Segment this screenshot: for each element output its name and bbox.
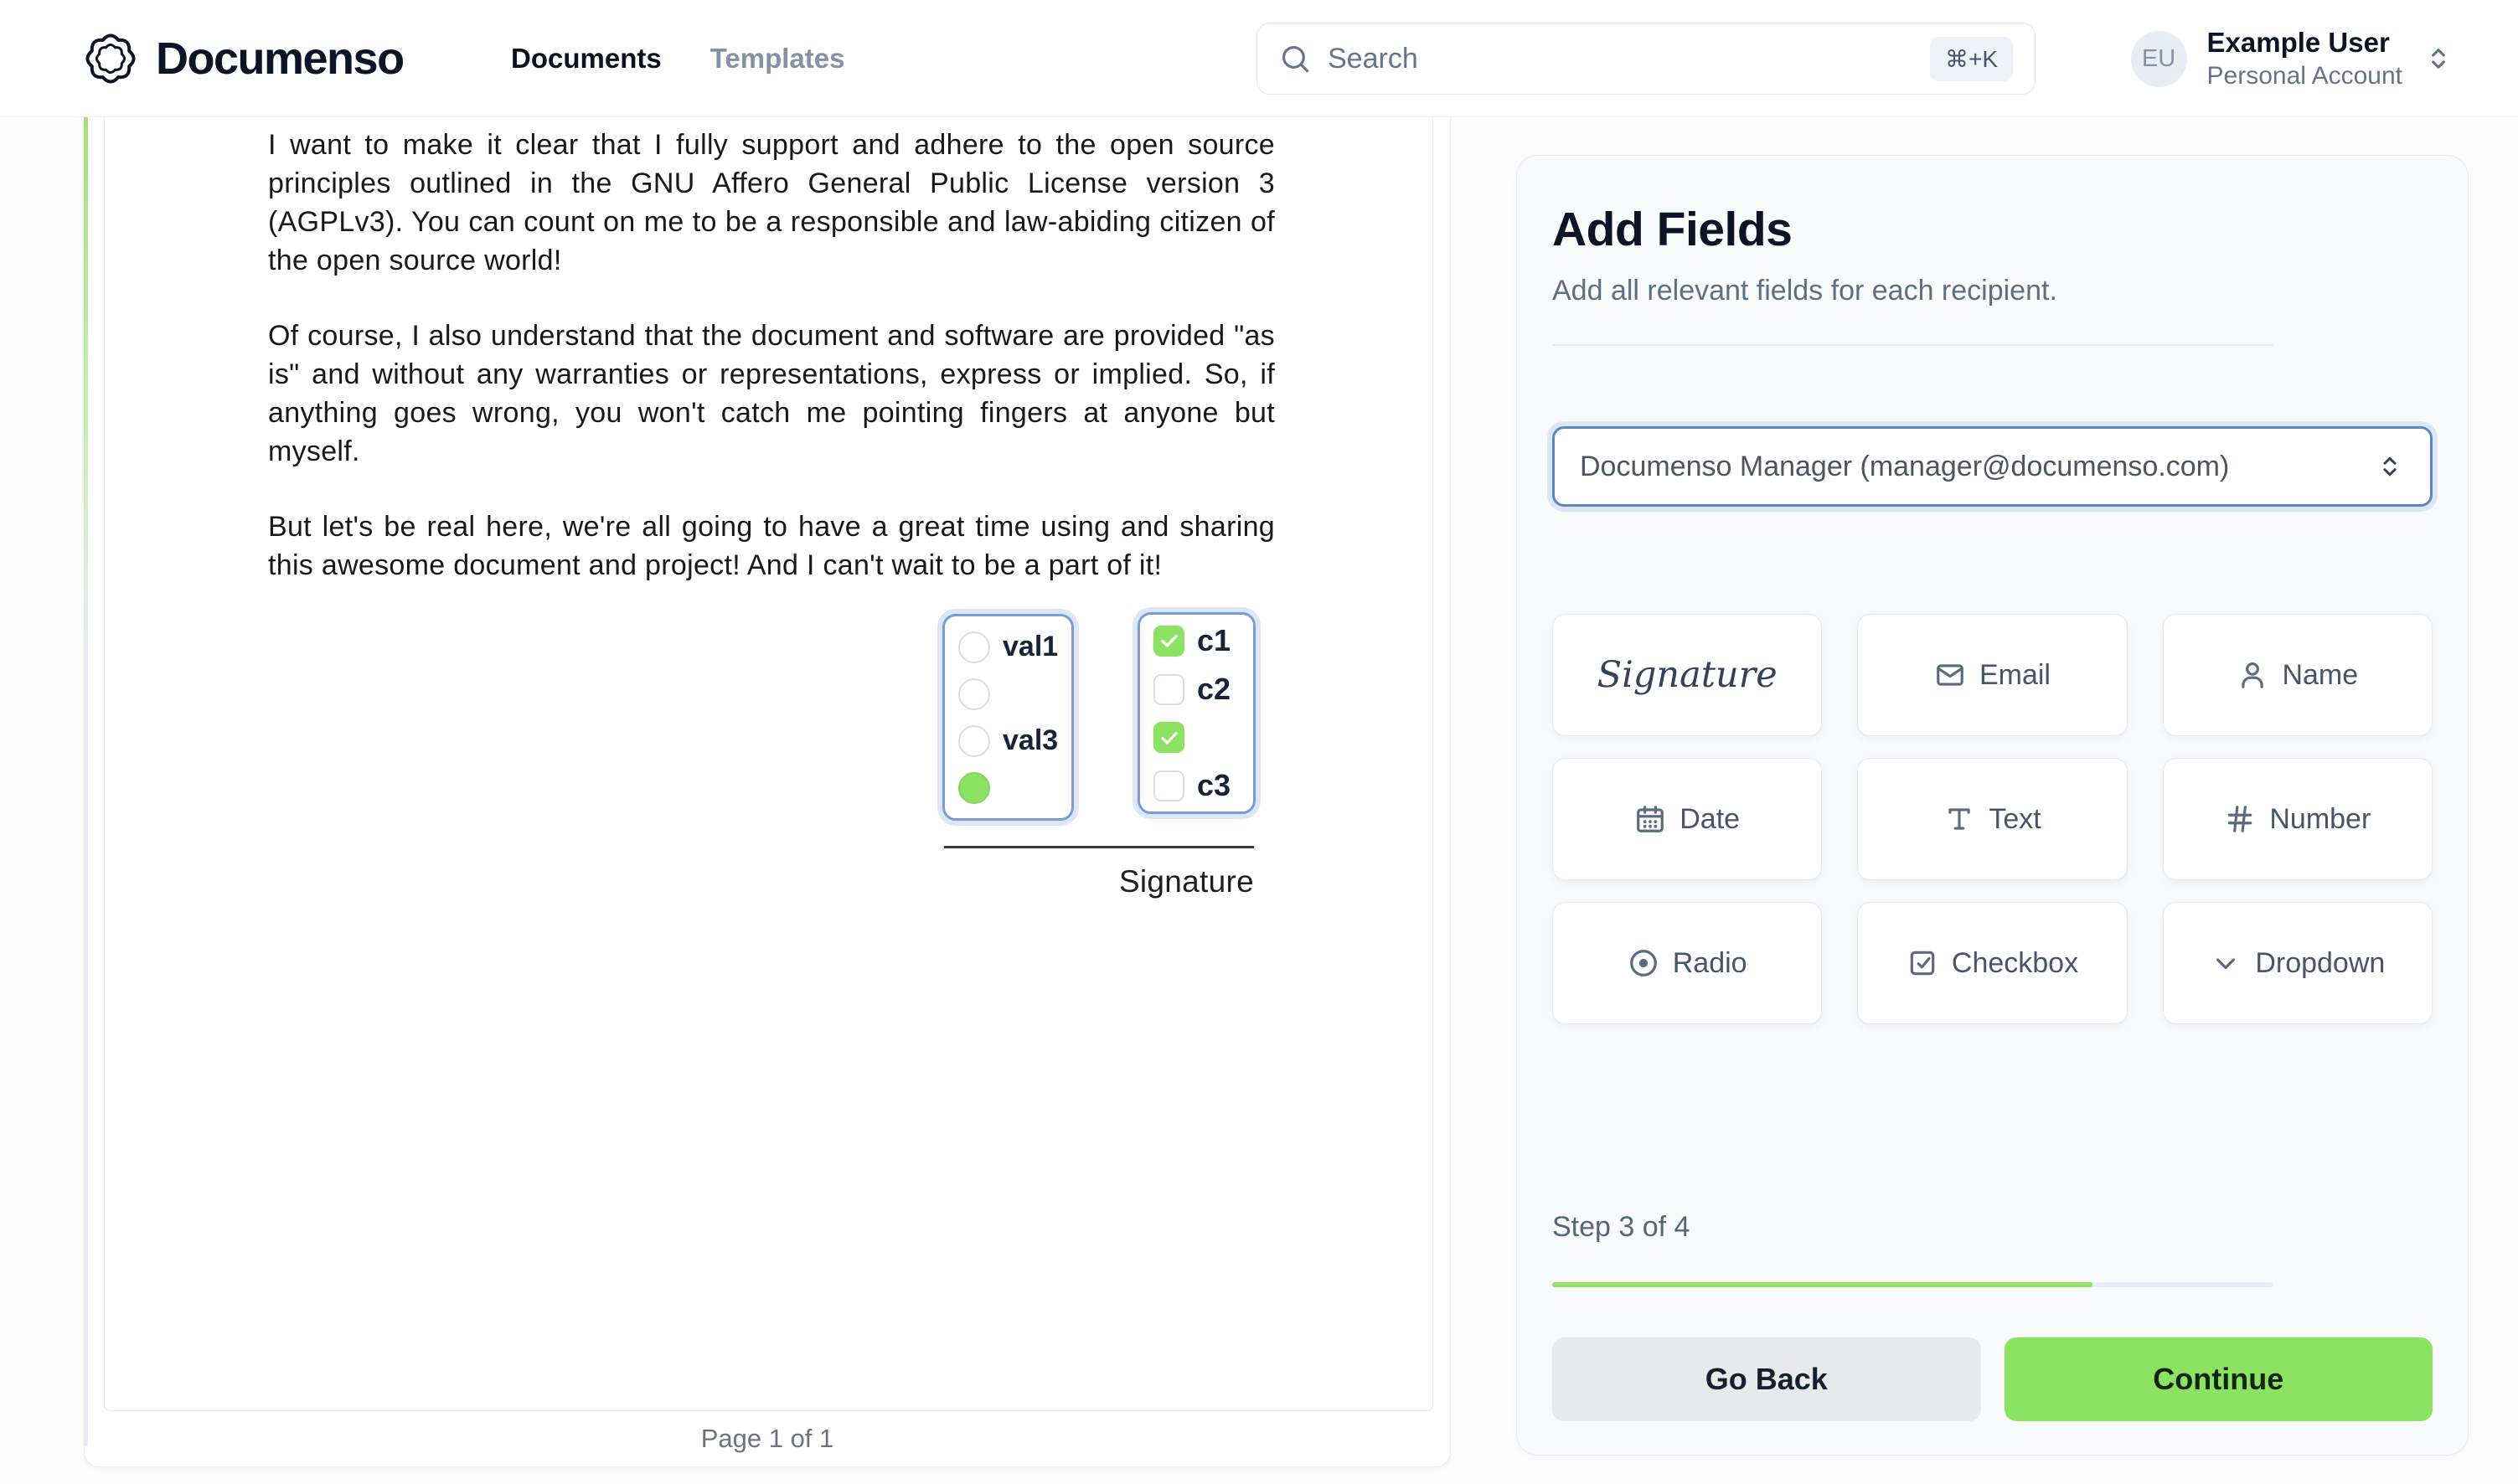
document-card <box>84 117 1451 1467</box>
search-input[interactable] <box>1328 43 1913 75</box>
checkbox-checked-icon[interactable] <box>1153 722 1184 753</box>
field-button-label: Dropdown <box>2255 946 2386 979</box>
checkbox-group-field[interactable] <box>1138 612 1256 814</box>
main-nav <box>511 0 844 117</box>
brand-name: Documenso <box>156 33 404 84</box>
radio-unchecked-icon[interactable] <box>958 678 990 710</box>
panel-subtitle: Add all relevant fields for each recipient. <box>1552 275 2057 307</box>
square-check-icon <box>1907 947 1938 979</box>
chevron-down-icon <box>2210 947 2242 979</box>
nav-item-templates[interactable]: Templates <box>709 43 845 74</box>
field-button-date[interactable] <box>1552 758 1822 880</box>
radio-option[interactable] <box>958 772 1058 804</box>
field-button-label: Name <box>2282 658 2359 691</box>
add-fields-panel <box>1516 155 2469 1456</box>
document-page <box>104 117 1433 1411</box>
type-icon <box>1943 803 1975 835</box>
user-name: Example User <box>2206 27 2390 58</box>
radio-option[interactable] <box>958 725 1058 757</box>
user-menu[interactable] <box>2131 0 2454 117</box>
user-account-type: Personal Account <box>2206 62 2402 90</box>
field-button-radio[interactable] <box>1552 902 1822 1024</box>
field-button-label: Date <box>1680 802 1741 835</box>
card-gradient-edge <box>84 117 88 1446</box>
checkbox-option[interactable] <box>1153 722 1240 753</box>
recipient-select-value: Documenso Manager (manager@documenso.com) <box>1580 450 2230 482</box>
panel-title: Add Fields <box>1552 203 1793 256</box>
avatar: EU <box>2131 31 2187 87</box>
document-paragraph: I want to make it clear that I fully support and adhere to the open source principles outlined in the GNU Affero General Public License version 3 (AGPLv3). You can count on me to be a responsible and law-abiding citizen of the open source world! <box>268 129 1275 276</box>
checkbox-option-label: c3 <box>1197 768 1231 802</box>
checkbox-checked-icon[interactable] <box>1153 626 1184 657</box>
top-navbar <box>0 0 2518 117</box>
field-button-checkbox[interactable] <box>1857 902 2127 1024</box>
checkbox-unchecked-icon[interactable] <box>1153 770 1184 801</box>
checkbox-option-label: c1 <box>1197 623 1231 657</box>
step-progress-bar <box>1552 1282 2273 1287</box>
field-button-label: Number <box>2269 802 2371 835</box>
checkbox-option[interactable] <box>1153 673 1240 705</box>
panel-divider <box>1552 344 2273 346</box>
field-button-text[interactable] <box>1857 758 2127 880</box>
field-button-label: Checkbox <box>1951 946 2079 979</box>
signature-script-label: Signature <box>1597 654 1778 696</box>
search-shortcut-badge: ⌘+K <box>1930 37 2013 81</box>
radio-option[interactable] <box>958 631 1058 663</box>
panel-footer <box>1552 1211 2433 1421</box>
radio-icon <box>1628 947 1659 979</box>
email-icon <box>1934 659 1966 691</box>
field-button-label: Email <box>1979 658 2051 691</box>
calendar-icon <box>1634 803 1666 835</box>
hash-icon <box>2224 803 2256 835</box>
step-indicator: Step 3 of 4 <box>1552 1211 1690 1243</box>
radio-group-field[interactable] <box>942 614 1074 821</box>
field-button-email[interactable] <box>1857 614 2127 736</box>
search-icon <box>1279 43 1311 75</box>
radio-option-label: val3 <box>1003 724 1059 756</box>
checkbox-option[interactable] <box>1153 770 1240 801</box>
radio-option[interactable] <box>958 678 1058 710</box>
signature-line <box>944 846 1254 848</box>
page-indicator: Page 1 of 1 <box>700 1424 834 1453</box>
field-button-number[interactable] <box>2163 758 2433 880</box>
go-back-button[interactable]: Go Back <box>1552 1337 1981 1421</box>
chevrons-up-down-icon <box>2423 43 2454 75</box>
field-button-signature[interactable] <box>1552 614 1822 736</box>
radio-unchecked-icon[interactable] <box>958 631 990 663</box>
recipient-select[interactable] <box>1552 426 2433 507</box>
field-buttons-grid <box>1552 614 2433 1024</box>
checkbox-option-label: c2 <box>1197 672 1231 706</box>
field-button-label: Radio <box>1672 946 1747 979</box>
user-icon <box>2237 659 2268 691</box>
document-paragraph: But let's be real here, we're all going to have a great time using and sharing this awesome document and project! And I can't wait to be a part of it! <box>268 511 1275 581</box>
continue-button[interactable]: Continue <box>2005 1337 2433 1421</box>
radio-option-label: val1 <box>1003 631 1059 662</box>
checkbox-unchecked-icon[interactable] <box>1153 674 1184 705</box>
document-paragraph: Of course, I also understand that the document and software are provided "as is" and without any warranties or representations, express or implied. So, if anything goes wrong, you won't catch me pointing fingers at anyone but myself. <box>268 320 1275 467</box>
radio-unchecked-icon[interactable] <box>958 725 990 757</box>
signature-line-label: Signature <box>1118 864 1254 899</box>
field-button-label: Text <box>1989 802 2041 835</box>
document-text <box>268 126 1275 621</box>
documenso-logo-icon <box>84 32 137 85</box>
search-box[interactable] <box>1256 23 2036 95</box>
brand[interactable] <box>84 0 404 117</box>
nav-item-documents[interactable]: Documents <box>511 43 662 74</box>
radio-checked-icon[interactable] <box>958 772 990 804</box>
chevrons-up-down-icon <box>2375 451 2405 482</box>
checkbox-option[interactable] <box>1153 625 1240 657</box>
step-progress-fill <box>1552 1282 2092 1287</box>
field-button-name[interactable] <box>2163 614 2433 736</box>
field-button-dropdown[interactable] <box>2163 902 2433 1024</box>
